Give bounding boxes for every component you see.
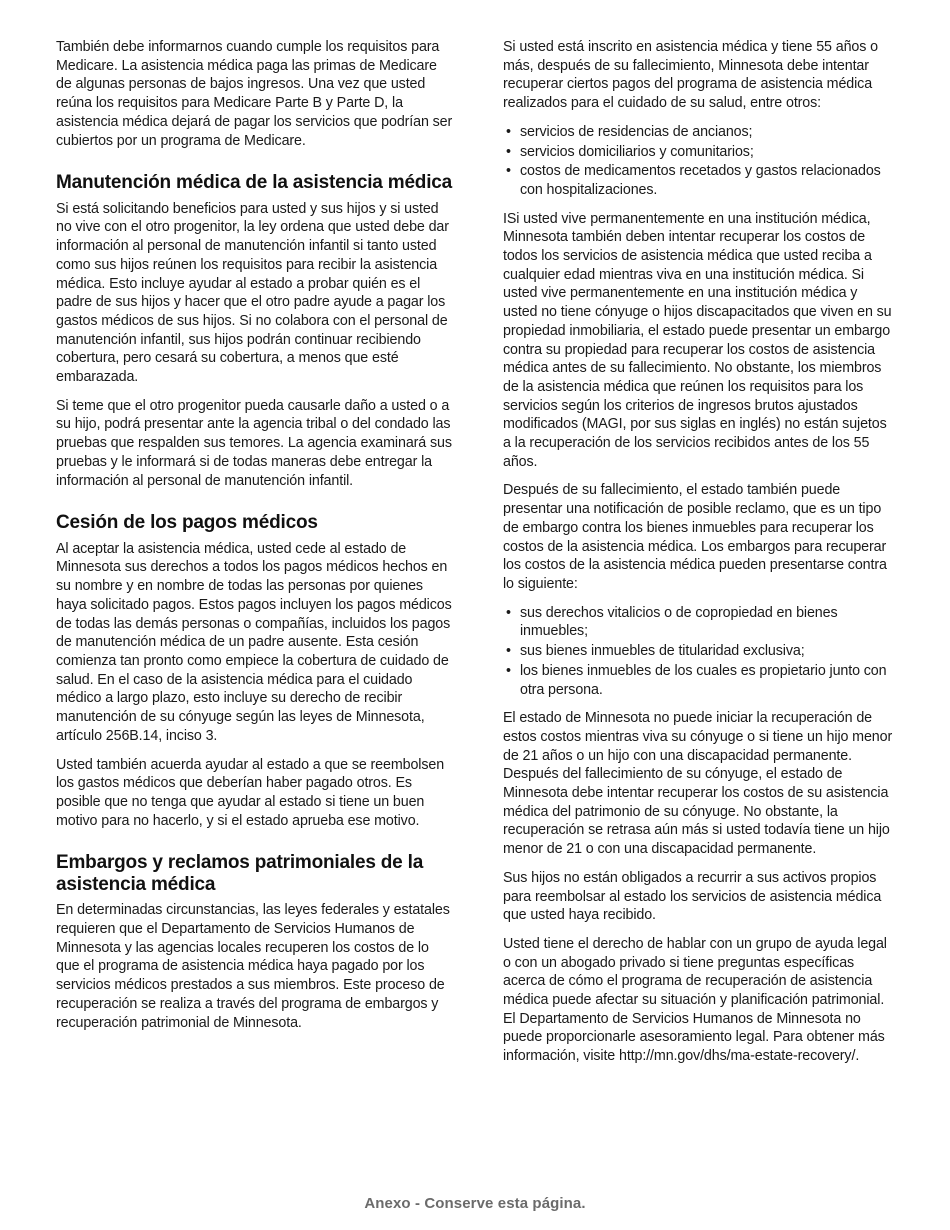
heading-cesion: Cesión de los pagos médicos xyxy=(56,512,318,534)
cesion-paragraph-2: Usted también acuerda ayudar al estado a que se reembolsen los gastos médicos que deberían haber pagado otros. Es posible que no tenga que ayudar al estado si tiene un buen motivo para no hacerlo, y si el estado aprueba ese motivo. xyxy=(56,756,445,829)
intro-paragraph: También debe informarnos cuando cumple los requisitos para Medicare. La asistencia médica paga las primas de Medicare de algunas personas de bajos ingresos. Una vez que usted reúna los requisitos para Medicare Parte B y Parte D, la asistencia médica dejará de pagar los servicios que podrían ser cubiertos por un programa de Medicare. xyxy=(56,39,453,149)
left-column xyxy=(56,38,456,1042)
recovery-services-list xyxy=(503,123,893,200)
cesion-paragraph-1: Al aceptar la asistencia médica, usted cede al estado de Minnesota sus derechos a todos los pagos médicos hechos en su nombre y en nombre de todas las personas por quienes haya solicitado pagos. Estos pagos incluyen los pagos médicos de todas las demás personas o compañías, incluidos los pagos de manutención médica de un padre ausente. Esta cesión comienza tan pronto como empiece la cobertura de cuidado de salud. En el caso de la asistencia médica para el cuidado médico a largo plazo, esto incluye su derecho de recibir manutención de su cónyuge según las leyes de Minnesota, artículo 256B.14, inciso 3. xyxy=(56,540,452,744)
heading-manutencion: Manutención médica de la asistencia médica xyxy=(56,172,453,194)
heading-embargos: Embargos y reclamos patrimoniales de la asistencia médica xyxy=(56,852,424,895)
institution-paragraph: ISi usted vive permanentemente en una institución médica, Minnesota también deben intentar recuperar los costos de todos los servicios de asistencia médica que usted reciba a cualquier edad mientras viva en una institución médica. Si usted vive permanentemente en una institución médica y usted no tiene cónyuge o hijos discapacitados que viven en su propiedad inmobiliaria, el estado puede presentar un embargo contra su propiedad para recuperar los costos de asistencia médica antes de su fallecimiento. No obstante, los miembros de la asistencia médica que reúnen los requisitos para los servicios según los criterios de ingresos brutos ajustados modificados (MAGI, por sus siglas en inglés) no están sujetos a la recuperación de los servicios recibidos antes de los 55 años. xyxy=(503,210,892,470)
page-footer: Anexo - Conserve esta página. xyxy=(364,1195,586,1212)
spouse-paragraph: El estado de Minnesota no puede iniciar la recuperación de estos costos mientras viva su cónyuge o si tiene un hijo menor de 21 años o un hijo con una discapacidad permanente. Después del fallecimiento de su cónyuge, el estado de Minnesota debe intentar recuperar los costos de su asistencia médica del patrimonio de su cónyuge. No obstante, la recuperación se retrasa aún más si usted todavía tiene un hijo menor de 21 o con una discapacidad permanente. xyxy=(503,710,893,858)
lien-property-list xyxy=(503,604,893,700)
list-item: • sus derechos vitalicios o de copropiedad en bienes inmuebles; xyxy=(503,604,893,641)
list-item: • servicios de residencias de ancianos; xyxy=(503,123,893,142)
right-column xyxy=(503,38,893,1076)
manutencion-paragraph-2: Si teme que el otro progenitor pueda causarle daño a usted o a su hijo, podrá presentar ante la agencia tribal o del condado las pruebas que respalden sus temores. La agencia examinará sus pruebas y le informará si de todas maneras debe entregar la información al personal de manutención infantil. xyxy=(56,397,452,489)
manutencion-paragraph-1: Si está solicitando beneficios para usted y sus hijos y si usted no vive con el otro progenitor, la ley ordena que usted debe dar información al personal de manutención infantil si tanto usted como sus hijos reúnen los requisitos para recibir la asistencia médica. Esto incluye ayudar al estado a probar quién es el padre de sus hijos y hacer que el otro padre ayude a pagar los gastos médicos de sus hijos. Si no colabora con el personal de manutención infantil, sus hijos podrán continuar recibiendo cobertura, pero cesará su cobertura, a menos que esté embarazada. xyxy=(56,200,449,386)
embargos-paragraph-1: En determinadas circunstancias, las leyes federales y estatales requieren que el Departamento de Servicios Humanos de Minnesota y las agencias locales recuperen los costos de lo que el programa de asistencia médica haya pagado por los servicios médicos prestados a sus miembros. Este proceso de recuperación se realiza a través del programa de embargos y recuperación patrimonial de Minnesota. xyxy=(56,902,450,1031)
list-item: • sus bienes inmuebles de titularidad exclusiva; xyxy=(503,642,893,661)
lien-paragraph: Después de su fallecimiento, el estado también puede presentar una notificación de posible reclamo, que es un tipo de embargo contra los bienes inmuebles para recuperar los costos de la asistencia médica. Los embargos para recuperar los costos de la asistencia médica pueden presentarse contra lo siguiente: xyxy=(503,482,887,592)
list-item: • los bienes inmuebles de los cuales es propietario junto con otra persona. xyxy=(503,662,893,699)
list-item: • servicios domiciliarios y comunitarios; xyxy=(503,143,893,162)
children-paragraph: Sus hijos no están obligados a recurrir a sus activos propios para reembolsar al estado los servicios de asistencia médica que usted haya recibido. xyxy=(503,869,882,924)
legal-help-paragraph: Usted tiene el derecho de hablar con un grupo de ayuda legal o con un abogado privado si tiene preguntas específicas acerca de cómo el programa de recuperación de asistencia médica puede afectar su situación y planificación patrimonial. El Departamento de Servicios Humanos de Minnesota no puede proporcionarle asesoramiento legal. Para obtener más información, visite http://mn.gov/dhs/ma-estate-recovery/. xyxy=(503,935,887,1065)
list-item: • costos de medicamentos recetados y gastos relacionados con hospitalizaciones. xyxy=(503,162,893,199)
recovery-intro-paragraph: Si usted está inscrito en asistencia médica y tiene 55 años o más, después de su fallecimiento, Minnesota debe intentar recuperar ciertos pagos del programa de asistencia médica realizados para el cuidado de su salud, entre otros: xyxy=(503,39,878,112)
